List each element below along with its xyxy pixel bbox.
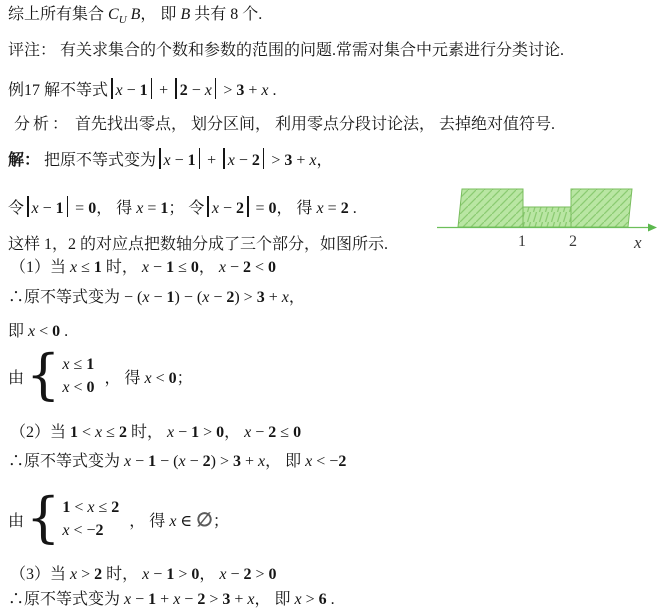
system-case1 (8, 343, 193, 406)
tick-label-1: 1 (518, 233, 526, 250)
tick-label-2: 2 (569, 233, 577, 250)
line-axis-note: 这样 1，2 的对应点把数轴分成了三个部分，如图所示. (8, 236, 389, 253)
shaded-region-right (571, 189, 632, 227)
system-conclusion: ， 得 x ∈ ∅； (129, 509, 229, 531)
left-brace: { (26, 343, 61, 406)
system-condition-1: 1 < x ≤ 2 (62, 499, 120, 517)
line-case3: （3）当 x > 2 时， x − 1 > 0， x − 2 > 0 (10, 566, 277, 583)
shaded-region-left (458, 189, 523, 227)
line-case2: （2）当 1 < x ≤ 2 时， x − 1 > 0， x − 2 ≤ 0 (10, 424, 302, 441)
line-case1-result: 即 x < 0 . (8, 323, 69, 340)
line-case3-transform: ∴原不等式变为 x − 1 + x − 2 > 3 + x， 即 x > 6 . (8, 591, 335, 608)
system-case2 (8, 486, 229, 549)
axis-label-x: x (634, 233, 642, 252)
line-case2-transform: ∴原不等式变为 x − 1 − (x − 2) > 3 + x， 即 x < −2 (8, 453, 347, 470)
shaded-region-middle (523, 207, 571, 227)
system-conclusion: ， 得 x < 0； (104, 370, 193, 388)
line-analysis: 分析： 首先找出零点， 划分区间， 利用零点分段讨论法， 去掉绝对值符号. (14, 116, 556, 133)
system-prefix: 由 (8, 513, 25, 531)
line-comment: 评注： 有关求集合的个数和参数的范围的问题.常需对集合中元素进行分类讨论. (8, 42, 565, 59)
system-condition-2: x < −2 (62, 522, 104, 540)
system-conditions (62, 499, 119, 540)
line-case1-transform: ∴原不等式变为 − (x − 1) − (x − 2) > 3 + x， (8, 289, 305, 306)
line-example-17: 例17 解不等式 x − 1 + 2 − x > 3 + x . (8, 78, 277, 102)
line-solution: 解： 把原不等式变为 x − 1 + x − 2 > 3 + x， (8, 148, 333, 172)
line-summary: 综上所有集合 $C_U$ B， 即 B 共有 8 个. (8, 6, 263, 26)
left-brace: { (26, 486, 61, 549)
system-condition-1: x ≤ 1 (62, 356, 95, 374)
axis-arrow-icon (648, 224, 657, 232)
system-conditions (62, 356, 94, 397)
line-zero-points: 令 x − 1 = 0， 得 x = 1； 令 x − 2 = 0， 得 x = 2 . (8, 196, 357, 220)
number-line-figure (436, 182, 664, 254)
system-prefix: 由 (8, 370, 25, 388)
system-condition-2: x < 0 (62, 379, 95, 397)
line-case1: （1）当 x ≤ 1 时， x − 1 ≤ 0， x − 2 < 0 (10, 259, 277, 276)
